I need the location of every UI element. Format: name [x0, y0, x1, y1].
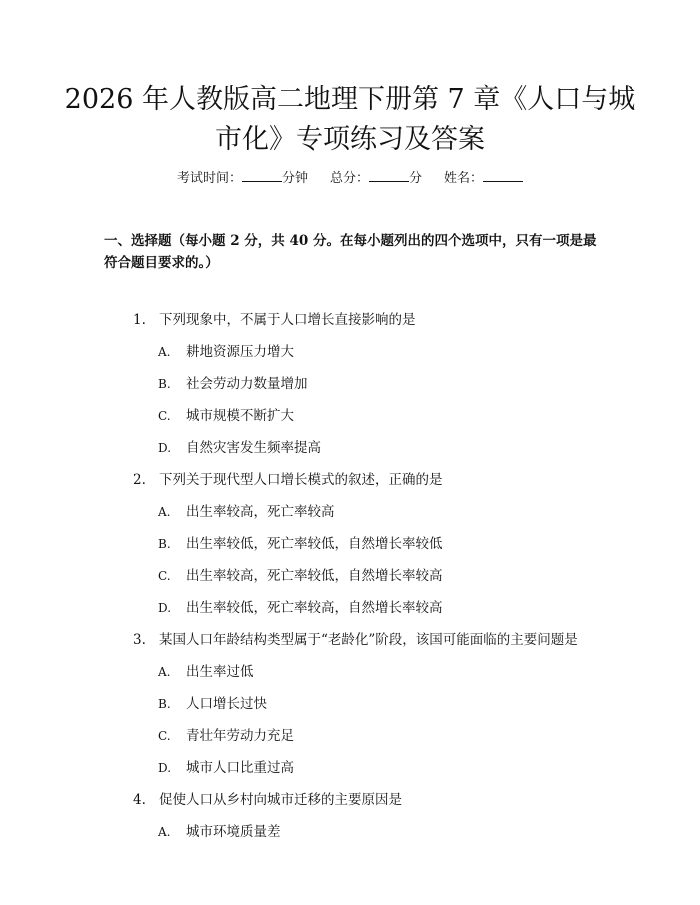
option-letter: A. [158, 505, 171, 519]
option-text: 出生率较低，死亡率较高，自然增长率较高 [186, 600, 443, 616]
question-text: 下列现象中，不属于人口增长直接影响的是 [159, 312, 416, 328]
question-number: 3. [133, 632, 146, 648]
option-item [158, 566, 443, 586]
section-heading: 一、选择题（每小题 2 分，共 40 分。在每小题列出的四个选项中，只有一项是最符合题目要求的。） [104, 233, 597, 271]
question-number: 2. [133, 472, 146, 488]
time-blank [242, 168, 282, 182]
option-item [158, 598, 443, 618]
option-item [158, 438, 321, 458]
question-number: 1. [133, 312, 146, 328]
question-2 [133, 470, 443, 490]
option-text: 人口增长过快 [186, 696, 267, 712]
option-text: 城市规模不断扩大 [186, 408, 294, 424]
option-text: 青壮年劳动力充足 [186, 728, 294, 744]
option-letter: C. [158, 569, 171, 583]
option-text: 耕地资源压力增大 [186, 344, 294, 360]
option-text: 社会劳动力数量增加 [186, 376, 308, 392]
question-text: 促使人口从乡村向城市迁移的主要原因是 [159, 792, 402, 808]
option-item [158, 374, 308, 394]
option-item [158, 694, 267, 714]
option-text: 出生率较高，死亡率较低，自然增长率较高 [186, 568, 443, 584]
question-text: 某国人口年龄结构类型属于“老龄化”阶段，该国可能面临的主要问题是 [159, 632, 578, 648]
score-unit: 分 [409, 171, 423, 186]
option-item [158, 342, 294, 362]
document-title: 2026 年人教版高二地理下册第 7 章《人口与城市化》专项练习及答案 [64, 84, 636, 155]
option-text: 自然灾害发生频率提高 [186, 440, 321, 456]
exam-meta-line [0, 168, 700, 189]
option-letter: A. [158, 825, 171, 839]
option-text: 城市环境质量差 [186, 824, 281, 840]
option-letter: B. [158, 697, 171, 711]
option-text: 出生率过低 [186, 664, 254, 680]
option-item [158, 534, 443, 554]
name-label: 姓名： [444, 171, 484, 186]
question-text: 下列关于现代型人口增长模式的叙述，正确的是 [159, 472, 443, 488]
option-letter: B. [158, 537, 171, 551]
question-number: 4. [133, 792, 146, 808]
option-letter: B. [158, 377, 171, 391]
option-letter: C. [158, 409, 171, 423]
option-letter: A. [158, 345, 171, 359]
question-4 [133, 790, 402, 810]
option-item [158, 758, 294, 778]
name-blank [483, 168, 523, 182]
option-letter: A. [158, 665, 171, 679]
score-label: 总分： [329, 171, 369, 186]
option-text: 出生率较低，死亡率较低，自然增长率较低 [186, 536, 443, 552]
score-blank [369, 168, 409, 182]
question-3 [133, 630, 578, 650]
option-item [158, 726, 294, 746]
option-text: 城市人口比重过高 [186, 760, 294, 776]
time-unit: 分钟 [281, 171, 308, 186]
option-text: 出生率较高，死亡率较高 [186, 504, 335, 520]
option-letter: C. [158, 729, 171, 743]
option-letter: D. [158, 441, 172, 455]
option-item [158, 662, 254, 682]
option-item [158, 406, 294, 426]
option-item [158, 822, 281, 842]
time-label: 考试时间： [176, 171, 242, 186]
option-letter: D. [158, 601, 172, 615]
option-item [158, 502, 335, 522]
question-1 [133, 310, 416, 330]
option-letter: D. [158, 761, 172, 775]
